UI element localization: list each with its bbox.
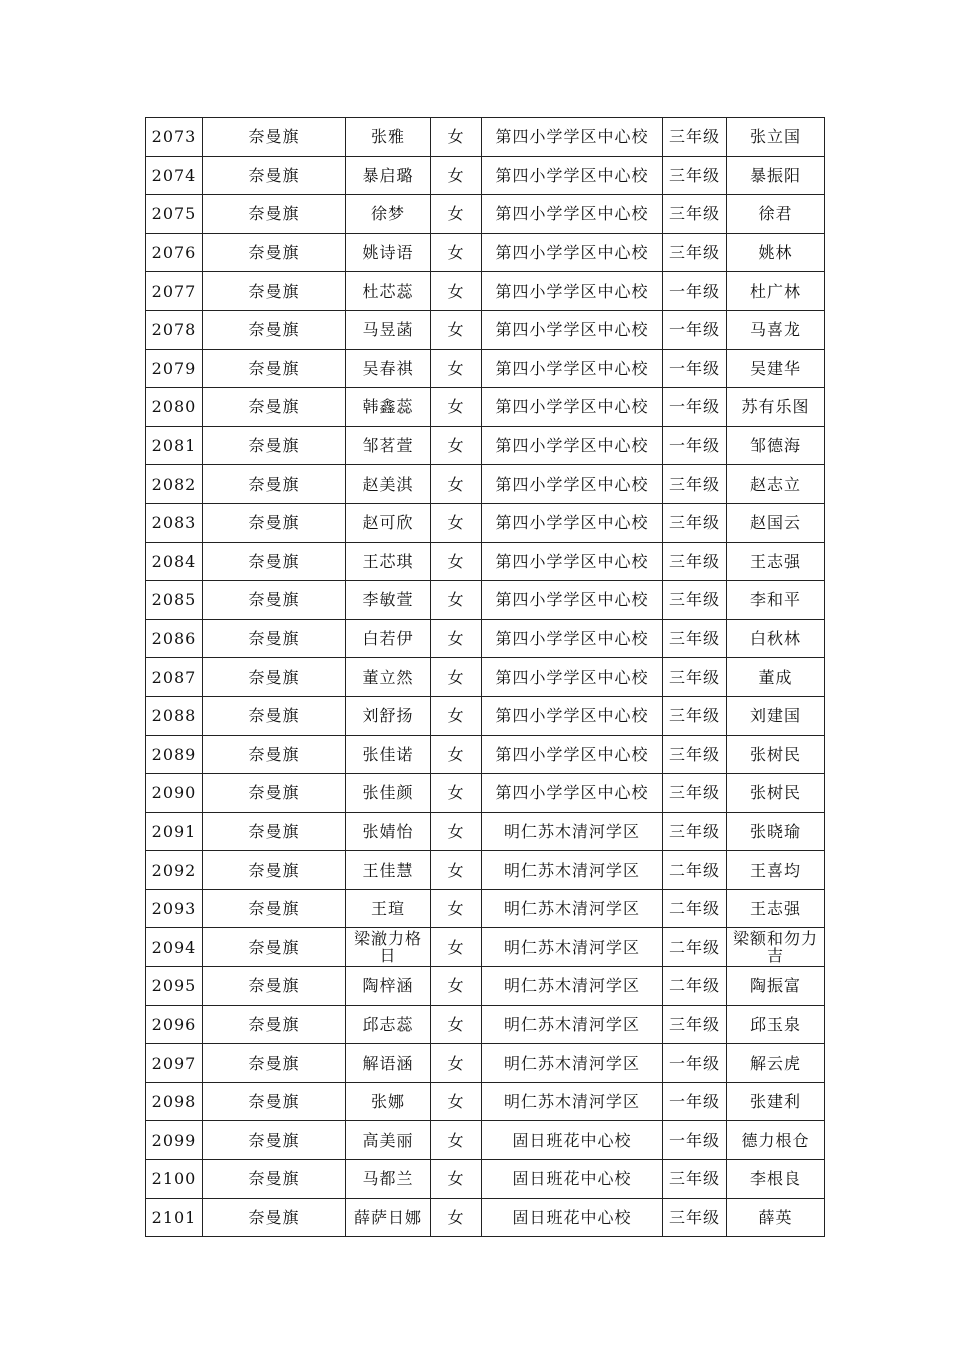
- cell-gender: 女: [431, 1044, 482, 1083]
- cell-number: 2095: [146, 967, 203, 1006]
- cell-school: 明仁苏木清河学区: [482, 889, 663, 928]
- cell-county: 奈曼旗: [203, 233, 346, 272]
- cell-grade: 三年级: [663, 696, 727, 735]
- cell-county: 奈曼旗: [203, 503, 346, 542]
- table-row: [146, 156, 825, 195]
- cell-guardian: 暴振阳: [727, 156, 825, 195]
- cell-number: 2076: [146, 233, 203, 272]
- table-row: [146, 426, 825, 465]
- cell-number: 2081: [146, 426, 203, 465]
- table-row: [146, 1005, 825, 1044]
- cell-grade: 三年级: [663, 619, 727, 658]
- cell-number: 2084: [146, 542, 203, 581]
- cell-number: 2075: [146, 195, 203, 234]
- cell-grade: 三年级: [663, 1198, 727, 1237]
- cell-student-name: 徐梦: [346, 195, 431, 234]
- roster-body: [146, 118, 825, 1237]
- cell-guardian: 张树民: [727, 774, 825, 813]
- cell-school: 明仁苏木清河学区: [482, 928, 663, 967]
- cell-school: 第四小学学区中心校: [482, 696, 663, 735]
- cell-county: 奈曼旗: [203, 310, 346, 349]
- cell-guardian: 白秋林: [727, 619, 825, 658]
- cell-gender: 女: [431, 1005, 482, 1044]
- cell-grade: 三年级: [663, 542, 727, 581]
- cell-school: 第四小学学区中心校: [482, 156, 663, 195]
- cell-number: 2080: [146, 388, 203, 427]
- cell-county: 奈曼旗: [203, 774, 346, 813]
- cell-gender: 女: [431, 195, 482, 234]
- table-row: [146, 503, 825, 542]
- cell-grade: 一年级: [663, 1082, 727, 1121]
- cell-county: 奈曼旗: [203, 696, 346, 735]
- cell-gender: 女: [431, 426, 482, 465]
- cell-guardian: 梁额和勿力吉: [727, 928, 825, 967]
- cell-student-name: 薛萨日娜: [346, 1198, 431, 1237]
- cell-gender: 女: [431, 696, 482, 735]
- cell-guardian: 王喜均: [727, 851, 825, 890]
- cell-gender: 女: [431, 581, 482, 620]
- cell-school: 第四小学学区中心校: [482, 581, 663, 620]
- cell-grade: 二年级: [663, 851, 727, 890]
- cell-school: 第四小学学区中心校: [482, 233, 663, 272]
- cell-number: 2082: [146, 465, 203, 504]
- cell-student-name: 王瑄: [346, 889, 431, 928]
- cell-guardian: 张立国: [727, 118, 825, 157]
- cell-guardian: 杜广林: [727, 272, 825, 311]
- table-row: [146, 581, 825, 620]
- cell-county: 奈曼旗: [203, 812, 346, 851]
- cell-number: 2088: [146, 696, 203, 735]
- cell-county: 奈曼旗: [203, 272, 346, 311]
- cell-school: 第四小学学区中心校: [482, 118, 663, 157]
- cell-school: 固日班花中心校: [482, 1160, 663, 1199]
- cell-grade: 二年级: [663, 928, 727, 967]
- cell-grade: 三年级: [663, 774, 727, 813]
- cell-student-name: 李敏萱: [346, 581, 431, 620]
- cell-student-name: 张佳诺: [346, 735, 431, 774]
- cell-number: 2089: [146, 735, 203, 774]
- cell-county: 奈曼旗: [203, 388, 346, 427]
- cell-school: 第四小学学区中心校: [482, 349, 663, 388]
- table-row: [146, 1160, 825, 1199]
- cell-grade: 三年级: [663, 658, 727, 697]
- cell-county: 奈曼旗: [203, 1198, 346, 1237]
- cell-grade: 三年级: [663, 465, 727, 504]
- cell-gender: 女: [431, 1160, 482, 1199]
- table-row: [146, 465, 825, 504]
- cell-school: 第四小学学区中心校: [482, 542, 663, 581]
- cell-grade: 三年级: [663, 118, 727, 157]
- cell-grade: 一年级: [663, 310, 727, 349]
- cell-school: 明仁苏木清河学区: [482, 967, 663, 1006]
- cell-gender: 女: [431, 349, 482, 388]
- cell-grade: 三年级: [663, 195, 727, 234]
- cell-gender: 女: [431, 619, 482, 658]
- cell-county: 奈曼旗: [203, 889, 346, 928]
- cell-school: 第四小学学区中心校: [482, 735, 663, 774]
- table-row: [146, 889, 825, 928]
- cell-gender: 女: [431, 774, 482, 813]
- cell-county: 奈曼旗: [203, 1005, 346, 1044]
- cell-guardian: 德力根仓: [727, 1121, 825, 1160]
- cell-county: 奈曼旗: [203, 1044, 346, 1083]
- table-row: [146, 1082, 825, 1121]
- cell-number: 2090: [146, 774, 203, 813]
- cell-number: 2083: [146, 503, 203, 542]
- cell-grade: 三年级: [663, 503, 727, 542]
- cell-student-name: 邹茗萱: [346, 426, 431, 465]
- cell-guardian: 徐君: [727, 195, 825, 234]
- cell-school: 第四小学学区中心校: [482, 465, 663, 504]
- table-row: [146, 774, 825, 813]
- cell-county: 奈曼旗: [203, 542, 346, 581]
- cell-gender: 女: [431, 658, 482, 697]
- cell-number: 2097: [146, 1044, 203, 1083]
- table-row: [146, 272, 825, 311]
- table-row: [146, 928, 825, 967]
- cell-county: 奈曼旗: [203, 195, 346, 234]
- cell-county: 奈曼旗: [203, 1121, 346, 1160]
- cell-grade: 三年级: [663, 581, 727, 620]
- cell-gender: 女: [431, 1082, 482, 1121]
- cell-gender: 女: [431, 272, 482, 311]
- table-row: [146, 310, 825, 349]
- cell-number: 2099: [146, 1121, 203, 1160]
- cell-student-name: 解语涵: [346, 1044, 431, 1083]
- cell-school: 第四小学学区中心校: [482, 619, 663, 658]
- cell-gender: 女: [431, 118, 482, 157]
- cell-guardian: 姚林: [727, 233, 825, 272]
- cell-guardian: 解云虎: [727, 1044, 825, 1083]
- cell-student-name: 张佳颜: [346, 774, 431, 813]
- cell-grade: 一年级: [663, 1121, 727, 1160]
- cell-school: 第四小学学区中心校: [482, 310, 663, 349]
- table-row: [146, 696, 825, 735]
- table-row: [146, 118, 825, 157]
- table-row: [146, 542, 825, 581]
- cell-number: 2078: [146, 310, 203, 349]
- cell-gender: 女: [431, 1198, 482, 1237]
- cell-guardian: 吴建华: [727, 349, 825, 388]
- cell-grade: 一年级: [663, 349, 727, 388]
- cell-school: 明仁苏木清河学区: [482, 851, 663, 890]
- cell-guardian: 王志强: [727, 542, 825, 581]
- cell-guardian: 薛英: [727, 1198, 825, 1237]
- cell-student-name: 张雅: [346, 118, 431, 157]
- cell-student-name: 张婧怡: [346, 812, 431, 851]
- cell-guardian: 马喜龙: [727, 310, 825, 349]
- cell-school: 第四小学学区中心校: [482, 195, 663, 234]
- cell-guardian: 邱玉泉: [727, 1005, 825, 1044]
- cell-county: 奈曼旗: [203, 928, 346, 967]
- cell-student-name: 白若伊: [346, 619, 431, 658]
- cell-county: 奈曼旗: [203, 581, 346, 620]
- cell-grade: 三年级: [663, 233, 727, 272]
- cell-guardian: 董成: [727, 658, 825, 697]
- cell-gender: 女: [431, 812, 482, 851]
- cell-number: 2085: [146, 581, 203, 620]
- cell-number: 2098: [146, 1082, 203, 1121]
- cell-number: 2087: [146, 658, 203, 697]
- cell-number: 2093: [146, 889, 203, 928]
- cell-county: 奈曼旗: [203, 851, 346, 890]
- table-row: [146, 1044, 825, 1083]
- cell-student-name: 梁澈力格日: [346, 928, 431, 967]
- table-row: [146, 1198, 825, 1237]
- cell-county: 奈曼旗: [203, 658, 346, 697]
- cell-gender: 女: [431, 388, 482, 427]
- cell-grade: 一年级: [663, 388, 727, 427]
- cell-school: 明仁苏木清河学区: [482, 812, 663, 851]
- cell-guardian: 赵志立: [727, 465, 825, 504]
- cell-county: 奈曼旗: [203, 349, 346, 388]
- cell-school: 固日班花中心校: [482, 1121, 663, 1160]
- cell-county: 奈曼旗: [203, 1160, 346, 1199]
- cell-gender: 女: [431, 889, 482, 928]
- cell-guardian: 李和平: [727, 581, 825, 620]
- cell-number: 2094: [146, 928, 203, 967]
- cell-guardian: 赵国云: [727, 503, 825, 542]
- cell-student-name: 暴启璐: [346, 156, 431, 195]
- cell-county: 奈曼旗: [203, 118, 346, 157]
- cell-gender: 女: [431, 735, 482, 774]
- cell-number: 2077: [146, 272, 203, 311]
- table-row: [146, 812, 825, 851]
- cell-county: 奈曼旗: [203, 619, 346, 658]
- cell-grade: 一年级: [663, 426, 727, 465]
- cell-grade: 三年级: [663, 735, 727, 774]
- cell-grade: 二年级: [663, 889, 727, 928]
- cell-number: 2100: [146, 1160, 203, 1199]
- cell-number: 2086: [146, 619, 203, 658]
- cell-guardian: 陶振富: [727, 967, 825, 1006]
- cell-school: 第四小学学区中心校: [482, 774, 663, 813]
- cell-student-name: 马昱菡: [346, 310, 431, 349]
- cell-guardian: 张建利: [727, 1082, 825, 1121]
- cell-student-name: 刘舒扬: [346, 696, 431, 735]
- cell-county: 奈曼旗: [203, 156, 346, 195]
- cell-grade: 三年级: [663, 812, 727, 851]
- cell-gender: 女: [431, 928, 482, 967]
- cell-student-name: 董立然: [346, 658, 431, 697]
- cell-student-name: 姚诗语: [346, 233, 431, 272]
- cell-grade: 一年级: [663, 1044, 727, 1083]
- cell-student-name: 马都兰: [346, 1160, 431, 1199]
- cell-gender: 女: [431, 1121, 482, 1160]
- cell-student-name: 杜芯蕊: [346, 272, 431, 311]
- cell-county: 奈曼旗: [203, 967, 346, 1006]
- cell-school: 第四小学学区中心校: [482, 272, 663, 311]
- cell-number: 2074: [146, 156, 203, 195]
- cell-student-name: 韩鑫蕊: [346, 388, 431, 427]
- cell-school: 第四小学学区中心校: [482, 426, 663, 465]
- cell-guardian: 苏有乐图: [727, 388, 825, 427]
- cell-grade: 三年级: [663, 1160, 727, 1199]
- cell-county: 奈曼旗: [203, 1082, 346, 1121]
- table-row: [146, 735, 825, 774]
- cell-student-name: 邱志蕊: [346, 1005, 431, 1044]
- cell-gender: 女: [431, 851, 482, 890]
- cell-gender: 女: [431, 967, 482, 1006]
- table-row: [146, 388, 825, 427]
- cell-student-name: 赵美淇: [346, 465, 431, 504]
- cell-number: 2091: [146, 812, 203, 851]
- table-row: [146, 658, 825, 697]
- cell-student-name: 张娜: [346, 1082, 431, 1121]
- cell-number: 2096: [146, 1005, 203, 1044]
- table-row: [146, 233, 825, 272]
- cell-number: 2073: [146, 118, 203, 157]
- cell-school: 明仁苏木清河学区: [482, 1005, 663, 1044]
- cell-gender: 女: [431, 310, 482, 349]
- cell-student-name: 陶梓涵: [346, 967, 431, 1006]
- cell-school: 第四小学学区中心校: [482, 503, 663, 542]
- cell-gender: 女: [431, 465, 482, 504]
- table-row: [146, 851, 825, 890]
- student-roster-table: [145, 117, 825, 1237]
- cell-gender: 女: [431, 503, 482, 542]
- cell-school: 第四小学学区中心校: [482, 388, 663, 427]
- cell-gender: 女: [431, 233, 482, 272]
- cell-grade: 二年级: [663, 967, 727, 1006]
- cell-guardian: 邹德海: [727, 426, 825, 465]
- cell-gender: 女: [431, 156, 482, 195]
- cell-guardian: 李根良: [727, 1160, 825, 1199]
- cell-school: 固日班花中心校: [482, 1198, 663, 1237]
- cell-grade: 一年级: [663, 272, 727, 311]
- cell-grade: 三年级: [663, 156, 727, 195]
- cell-student-name: 吴春祺: [346, 349, 431, 388]
- cell-gender: 女: [431, 542, 482, 581]
- cell-county: 奈曼旗: [203, 426, 346, 465]
- table-row: [146, 619, 825, 658]
- table-row: [146, 349, 825, 388]
- table-row: [146, 1121, 825, 1160]
- cell-guardian: 王志强: [727, 889, 825, 928]
- cell-county: 奈曼旗: [203, 465, 346, 504]
- cell-student-name: 高美丽: [346, 1121, 431, 1160]
- cell-grade: 三年级: [663, 1005, 727, 1044]
- table-row: [146, 195, 825, 234]
- cell-guardian: 张晓瑜: [727, 812, 825, 851]
- cell-guardian: 张树民: [727, 735, 825, 774]
- cell-county: 奈曼旗: [203, 735, 346, 774]
- cell-school: 明仁苏木清河学区: [482, 1082, 663, 1121]
- cell-student-name: 赵可欣: [346, 503, 431, 542]
- cell-school: 第四小学学区中心校: [482, 658, 663, 697]
- cell-student-name: 王芯琪: [346, 542, 431, 581]
- cell-number: 2079: [146, 349, 203, 388]
- cell-number: 2092: [146, 851, 203, 890]
- cell-school: 明仁苏木清河学区: [482, 1044, 663, 1083]
- cell-guardian: 刘建国: [727, 696, 825, 735]
- cell-number: 2101: [146, 1198, 203, 1237]
- table-row: [146, 967, 825, 1006]
- cell-student-name: 王佳慧: [346, 851, 431, 890]
